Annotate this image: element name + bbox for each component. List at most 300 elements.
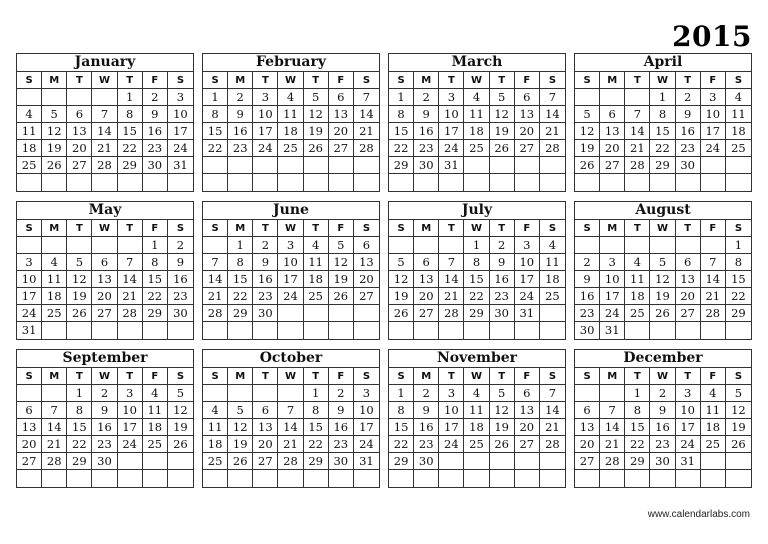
day-cell: 10 [278, 254, 303, 271]
weekday-header: F [515, 72, 540, 89]
empty-cell [17, 470, 42, 487]
weekday-header: S [540, 368, 565, 385]
day-cell: 2 [329, 385, 354, 402]
day-cell: 6 [676, 254, 701, 271]
day-cell: 11 [464, 106, 489, 123]
weekday-header: T [490, 220, 515, 237]
day-cell: 29 [67, 453, 92, 470]
day-cell: 16 [228, 123, 253, 140]
empty-cell [600, 174, 625, 191]
day-cell: 18 [464, 123, 489, 140]
day-cell: 7 [540, 89, 565, 106]
day-cell: 8 [464, 254, 489, 271]
weekday-header: W [92, 72, 117, 89]
empty-cell [600, 385, 625, 402]
day-cell: 22 [625, 436, 650, 453]
day-cell: 12 [67, 271, 92, 288]
empty-cell [228, 470, 253, 487]
day-cell: 30 [414, 157, 439, 174]
day-cell: 22 [389, 140, 414, 157]
day-cell: 4 [143, 385, 168, 402]
day-cell: 29 [464, 305, 489, 322]
day-cell: 5 [575, 106, 600, 123]
weekday-header: S [168, 220, 193, 237]
day-cell: 28 [278, 453, 303, 470]
day-cell: 11 [203, 419, 228, 436]
day-cell: 6 [67, 106, 92, 123]
weekday-header: T [67, 72, 92, 89]
weekday-header: M [600, 72, 625, 89]
day-cell: 16 [414, 419, 439, 436]
day-cell: 3 [253, 89, 278, 106]
day-cell: 22 [203, 140, 228, 157]
day-cell: 9 [575, 271, 600, 288]
empty-cell [676, 237, 701, 254]
empty-cell [389, 174, 414, 191]
empty-cell [726, 174, 751, 191]
empty-cell [42, 174, 67, 191]
day-cell: 4 [625, 254, 650, 271]
day-cell: 28 [118, 305, 143, 322]
empty-cell [701, 453, 726, 470]
empty-cell [600, 470, 625, 487]
empty-cell [17, 89, 42, 106]
day-cell: 31 [439, 157, 464, 174]
day-cell: 14 [439, 271, 464, 288]
day-cell: 2 [676, 89, 701, 106]
empty-cell [701, 322, 726, 339]
day-cell: 14 [625, 123, 650, 140]
day-cell: 15 [118, 123, 143, 140]
empty-cell [354, 157, 379, 174]
year-title: 2015 [672, 20, 752, 53]
month-october [202, 349, 380, 488]
empty-cell [464, 470, 489, 487]
day-grid [389, 368, 565, 487]
weekday-header: F [701, 72, 726, 89]
day-cell: 17 [439, 123, 464, 140]
empty-cell [17, 174, 42, 191]
day-cell: 16 [168, 271, 193, 288]
empty-cell [329, 157, 354, 174]
day-cell: 18 [203, 436, 228, 453]
day-cell: 16 [490, 271, 515, 288]
day-cell: 30 [414, 453, 439, 470]
day-cell: 1 [726, 237, 751, 254]
day-cell: 10 [439, 106, 464, 123]
weekday-header: S [389, 368, 414, 385]
day-cell: 13 [354, 254, 379, 271]
day-cell: 7 [354, 89, 379, 106]
day-cell: 19 [389, 288, 414, 305]
day-cell: 21 [701, 288, 726, 305]
day-cell: 20 [329, 123, 354, 140]
day-cell: 15 [650, 123, 675, 140]
day-cell: 26 [329, 288, 354, 305]
weekday-header: T [490, 72, 515, 89]
day-cell: 19 [304, 123, 329, 140]
empty-cell [515, 157, 540, 174]
month-july [388, 201, 566, 340]
empty-cell [540, 305, 565, 322]
day-cell: 7 [600, 402, 625, 419]
empty-cell [625, 89, 650, 106]
month-name: November [389, 350, 565, 368]
empty-cell [575, 470, 600, 487]
day-cell: 30 [650, 453, 675, 470]
empty-cell [650, 237, 675, 254]
weekday-header: T [439, 368, 464, 385]
month-march [388, 53, 566, 192]
empty-cell [203, 470, 228, 487]
empty-cell [414, 470, 439, 487]
day-cell: 10 [600, 271, 625, 288]
day-cell: 19 [490, 123, 515, 140]
day-cell: 25 [625, 305, 650, 322]
day-cell: 18 [278, 123, 303, 140]
day-cell: 14 [540, 402, 565, 419]
day-cell: 5 [329, 237, 354, 254]
weekday-header: T [253, 220, 278, 237]
empty-cell [118, 322, 143, 339]
empty-cell [278, 385, 303, 402]
empty-cell [354, 322, 379, 339]
day-cell: 10 [168, 106, 193, 123]
day-cell: 28 [625, 157, 650, 174]
day-cell: 11 [143, 402, 168, 419]
day-cell: 22 [650, 140, 675, 157]
empty-cell [490, 157, 515, 174]
day-cell: 13 [575, 419, 600, 436]
day-cell: 6 [17, 402, 42, 419]
empty-cell [650, 322, 675, 339]
day-cell: 27 [92, 305, 117, 322]
day-cell: 29 [389, 157, 414, 174]
empty-cell [540, 174, 565, 191]
empty-cell [625, 322, 650, 339]
day-cell: 24 [600, 305, 625, 322]
empty-cell [515, 470, 540, 487]
empty-cell [278, 157, 303, 174]
day-cell: 8 [625, 402, 650, 419]
day-cell: 10 [354, 402, 379, 419]
day-cell: 24 [253, 140, 278, 157]
day-cell: 31 [515, 305, 540, 322]
empty-cell [540, 453, 565, 470]
empty-cell [414, 322, 439, 339]
day-cell: 29 [389, 453, 414, 470]
day-cell: 4 [464, 385, 489, 402]
day-cell: 2 [168, 237, 193, 254]
month-june [202, 201, 380, 340]
day-cell: 15 [67, 419, 92, 436]
day-cell: 8 [67, 402, 92, 419]
day-cell: 3 [278, 237, 303, 254]
empty-cell [253, 157, 278, 174]
day-cell: 29 [726, 305, 751, 322]
weekday-header: F [515, 220, 540, 237]
day-cell: 10 [515, 254, 540, 271]
weekday-header: T [439, 72, 464, 89]
day-cell: 20 [414, 288, 439, 305]
empty-cell [92, 174, 117, 191]
day-cell: 9 [650, 402, 675, 419]
day-cell: 9 [676, 106, 701, 123]
day-cell: 25 [464, 140, 489, 157]
day-cell: 27 [329, 140, 354, 157]
day-cell: 10 [253, 106, 278, 123]
weekday-header: T [676, 72, 701, 89]
day-cell: 23 [143, 140, 168, 157]
empty-cell [464, 174, 489, 191]
weekday-header: T [67, 220, 92, 237]
day-cell: 4 [464, 89, 489, 106]
weekday-header: F [701, 368, 726, 385]
day-grid [575, 220, 751, 339]
day-cell: 11 [42, 271, 67, 288]
day-grid [389, 72, 565, 191]
empty-cell [168, 470, 193, 487]
day-cell: 21 [92, 140, 117, 157]
empty-cell [625, 237, 650, 254]
day-cell: 7 [701, 254, 726, 271]
month-february [202, 53, 380, 192]
day-cell: 13 [329, 106, 354, 123]
empty-cell [329, 322, 354, 339]
day-cell: 21 [439, 288, 464, 305]
weekday-header: F [701, 220, 726, 237]
weekday-header: S [354, 220, 379, 237]
day-cell: 11 [278, 106, 303, 123]
day-cell: 21 [278, 436, 303, 453]
day-cell: 3 [168, 89, 193, 106]
day-cell: 12 [726, 402, 751, 419]
day-cell: 1 [228, 237, 253, 254]
empty-cell [42, 470, 67, 487]
day-grid [17, 72, 193, 191]
empty-cell [42, 237, 67, 254]
weekday-header: F [329, 72, 354, 89]
day-cell: 1 [203, 89, 228, 106]
empty-cell [676, 322, 701, 339]
day-cell: 22 [389, 436, 414, 453]
empty-cell [253, 322, 278, 339]
empty-cell [439, 453, 464, 470]
day-cell: 10 [701, 106, 726, 123]
day-cell: 15 [726, 271, 751, 288]
empty-cell [143, 322, 168, 339]
weekday-header: F [143, 72, 168, 89]
empty-cell [439, 470, 464, 487]
day-cell: 12 [490, 402, 515, 419]
day-cell: 5 [228, 402, 253, 419]
weekday-header: F [143, 368, 168, 385]
weekday-header: S [17, 368, 42, 385]
day-cell: 25 [278, 140, 303, 157]
day-cell: 21 [42, 436, 67, 453]
day-cell: 2 [253, 237, 278, 254]
day-cell: 2 [490, 237, 515, 254]
day-cell: 28 [354, 140, 379, 157]
day-cell: 18 [625, 288, 650, 305]
day-cell: 31 [354, 453, 379, 470]
weekday-header: T [118, 72, 143, 89]
day-cell: 26 [650, 305, 675, 322]
weekday-header: S [540, 72, 565, 89]
empty-cell [414, 174, 439, 191]
day-cell: 25 [540, 288, 565, 305]
weekday-header: S [354, 368, 379, 385]
day-cell: 26 [575, 157, 600, 174]
day-cell: 5 [490, 385, 515, 402]
month-name: April [575, 54, 751, 72]
empty-cell [575, 385, 600, 402]
day-cell: 12 [650, 271, 675, 288]
weekday-header: T [676, 220, 701, 237]
day-cell: 25 [203, 453, 228, 470]
weekday-header: T [490, 368, 515, 385]
day-cell: 12 [168, 402, 193, 419]
day-cell: 15 [203, 123, 228, 140]
day-cell: 7 [92, 106, 117, 123]
empty-cell [650, 174, 675, 191]
empty-cell [490, 322, 515, 339]
day-cell: 31 [676, 453, 701, 470]
day-cell: 20 [17, 436, 42, 453]
day-cell: 30 [92, 453, 117, 470]
day-cell: 7 [278, 402, 303, 419]
weekday-header: S [575, 220, 600, 237]
empty-cell [726, 453, 751, 470]
month-april [574, 53, 752, 192]
empty-cell [67, 322, 92, 339]
day-cell: 31 [600, 322, 625, 339]
day-cell: 21 [600, 436, 625, 453]
day-cell: 5 [726, 385, 751, 402]
empty-cell [540, 157, 565, 174]
day-cell: 10 [439, 402, 464, 419]
day-cell: 22 [304, 436, 329, 453]
day-cell: 8 [228, 254, 253, 271]
empty-cell [67, 89, 92, 106]
day-cell: 20 [600, 140, 625, 157]
weekday-header: T [253, 72, 278, 89]
weekday-header: S [389, 72, 414, 89]
day-cell: 25 [17, 157, 42, 174]
empty-cell [575, 174, 600, 191]
empty-cell [701, 470, 726, 487]
day-cell: 15 [304, 419, 329, 436]
month-name: June [203, 202, 379, 220]
day-cell: 24 [701, 140, 726, 157]
day-cell: 23 [676, 140, 701, 157]
day-cell: 9 [253, 254, 278, 271]
weekday-header: W [650, 368, 675, 385]
day-cell: 24 [439, 436, 464, 453]
day-cell: 27 [17, 453, 42, 470]
day-cell: 18 [143, 419, 168, 436]
weekday-header: W [464, 368, 489, 385]
day-cell: 24 [118, 436, 143, 453]
day-cell: 31 [168, 157, 193, 174]
weekday-header: W [464, 220, 489, 237]
day-cell: 27 [354, 288, 379, 305]
day-cell: 3 [118, 385, 143, 402]
day-cell: 24 [354, 436, 379, 453]
day-cell: 30 [676, 157, 701, 174]
day-cell: 16 [253, 271, 278, 288]
day-cell: 19 [42, 140, 67, 157]
day-cell: 22 [67, 436, 92, 453]
month-name: December [575, 350, 751, 368]
day-cell: 19 [490, 419, 515, 436]
day-cell: 11 [17, 123, 42, 140]
day-cell: 11 [625, 271, 650, 288]
day-cell: 8 [304, 402, 329, 419]
empty-cell [701, 157, 726, 174]
day-cell: 20 [676, 288, 701, 305]
day-cell: 20 [253, 436, 278, 453]
empty-cell [42, 385, 67, 402]
day-cell: 24 [439, 140, 464, 157]
day-cell: 18 [304, 271, 329, 288]
weekday-header: M [600, 220, 625, 237]
weekday-header: W [650, 72, 675, 89]
day-cell: 11 [540, 254, 565, 271]
day-cell: 22 [228, 288, 253, 305]
empty-cell [490, 453, 515, 470]
empty-cell [67, 174, 92, 191]
empty-cell [92, 470, 117, 487]
empty-cell [726, 157, 751, 174]
weekday-header: W [650, 220, 675, 237]
day-cell: 7 [118, 254, 143, 271]
month-december [574, 349, 752, 488]
empty-cell [389, 470, 414, 487]
day-cell: 28 [540, 436, 565, 453]
day-cell: 14 [203, 271, 228, 288]
day-cell: 25 [464, 436, 489, 453]
day-grid [203, 72, 379, 191]
day-cell: 19 [228, 436, 253, 453]
day-cell: 9 [329, 402, 354, 419]
day-cell: 17 [701, 123, 726, 140]
day-cell: 30 [329, 453, 354, 470]
day-grid [389, 220, 565, 339]
empty-cell [304, 174, 329, 191]
weekday-header: M [228, 220, 253, 237]
day-cell: 30 [490, 305, 515, 322]
day-cell: 12 [490, 106, 515, 123]
day-grid [203, 220, 379, 339]
weekday-header: F [143, 220, 168, 237]
day-cell: 29 [143, 305, 168, 322]
day-cell: 30 [143, 157, 168, 174]
weekday-header: M [414, 368, 439, 385]
empty-cell [253, 470, 278, 487]
day-cell: 10 [17, 271, 42, 288]
empty-cell [490, 470, 515, 487]
empty-cell [676, 174, 701, 191]
day-cell: 20 [515, 419, 540, 436]
day-cell: 6 [600, 106, 625, 123]
day-cell: 11 [726, 106, 751, 123]
day-cell: 17 [168, 123, 193, 140]
empty-cell [278, 174, 303, 191]
day-cell: 23 [228, 140, 253, 157]
weekday-header: W [92, 220, 117, 237]
day-cell: 17 [439, 419, 464, 436]
